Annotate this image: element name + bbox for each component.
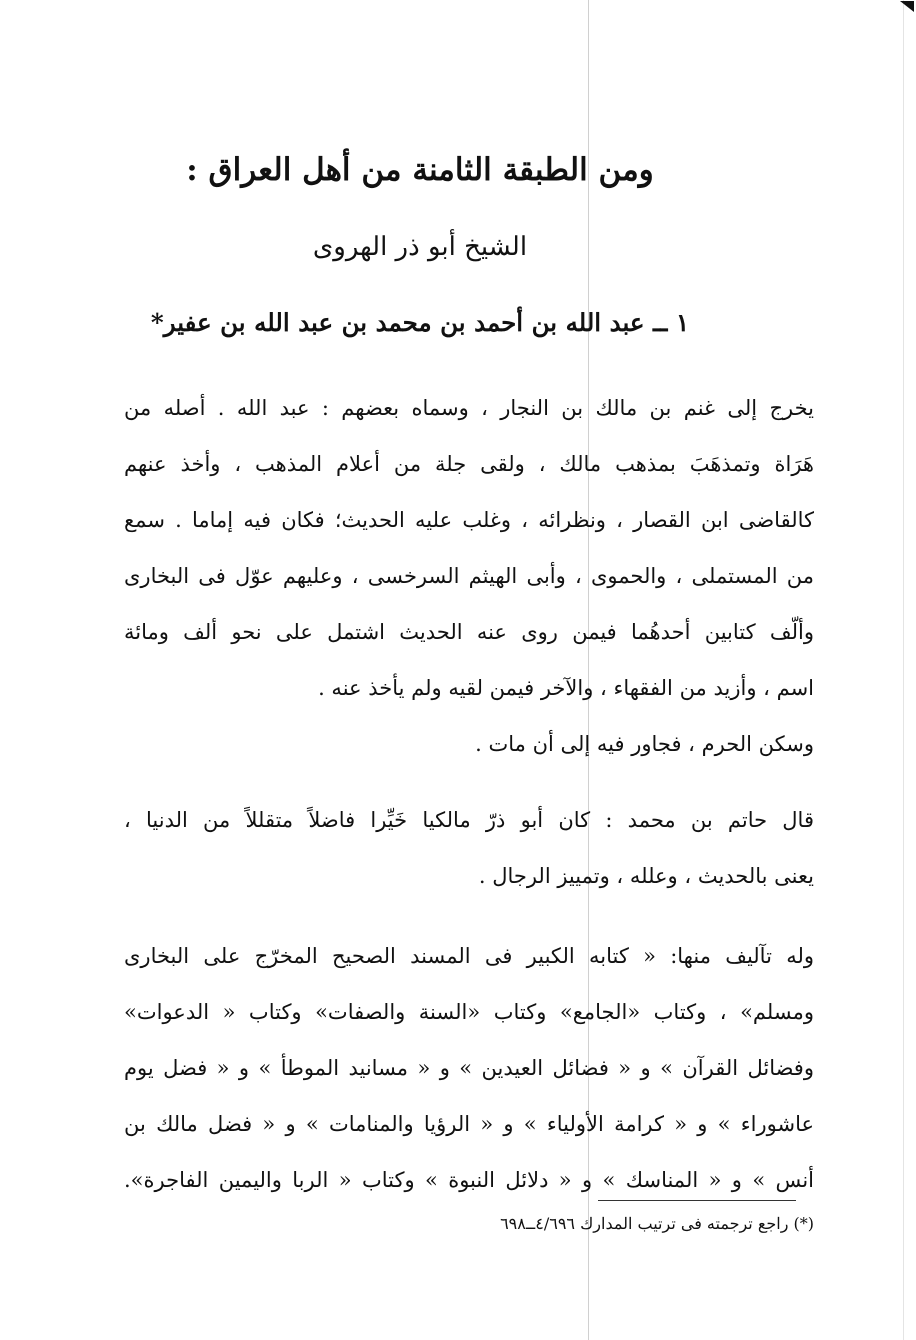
scholar-name: الشيخ أبو ذر الهروى	[312, 232, 528, 262]
footnote-divider	[598, 1200, 796, 1201]
text-line: هَرَاة وتمذهَبَ بمذهب مالك ، ولقى جلة من أعلام المذهب ، وأخذ عنهم	[124, 452, 814, 476]
page-edge-line	[903, 0, 904, 1340]
text-line: أنس » و « المناسك » و « دلائل النبوة » وكتاب « الربا واليمين الفاجرة».	[124, 1168, 814, 1192]
chapter-title: ومن الطبقة الثامنة من أهل العراق :	[186, 152, 654, 188]
footnote: (*) راجع ترجمته فى ترتيب المدارك ٤/٦٩٦ــ٦٩٨	[500, 1214, 814, 1233]
text-line: وله تآليف منها: « كتابه الكبير فى المسند الصحيح المخرّج على البخارى	[124, 944, 814, 968]
text-line: من المستملى ، والحموى ، وأبى الهيثم السرخسى ، وعليهم عوّل فى البخارى	[124, 564, 814, 588]
text-line: ومسلم» ، وكتاب «الجامع» وكتاب «السنة والصفات» وكتاب « الدعوات»	[124, 1000, 814, 1024]
text-line: يعنى بالحديث ، وعلله ، وتمييز الرجال .	[478, 864, 814, 888]
works-paragraph	[124, 928, 814, 1208]
text-line: يخرج إلى غنم بن مالك بن النجار ، وسماه بعضهم : عبد الله . أصله من	[124, 396, 814, 420]
corner-fold-mark	[898, 0, 916, 14]
text-line: قال حاتم بن محمد : كان أبو ذرّ مالكيا خَيِّرا فاضلاً متقللاً من الدنيا ،	[124, 808, 814, 832]
text-line: كالقاضى ابن القصار ، ونظرائه ، وغلب عليه الحديث؛ فكان فيه إماما . سمع	[124, 508, 814, 532]
biography-paragraph	[124, 380, 814, 716]
text-line: وسكن الحرم ، فجاور فيه إلى أن مات .	[475, 732, 814, 756]
residence-paragraph	[124, 716, 814, 772]
quote-paragraph	[124, 792, 814, 904]
text-line: عاشوراء » و « كرامة الأولياء » و « الرؤيا والمنامات » و « فضل مالك بن	[124, 1112, 814, 1136]
text-line: اسم ، وأزيد من الفقهاء ، والآخر فيمن لقيه ولم يأخذ عنه .	[318, 676, 814, 700]
text-line: وفضائل القرآن » و « فضائل العيدين » و « مسانيد الموطأ » و « فضل يوم	[124, 1056, 814, 1080]
text-line: وألّف كتابين أحدهُما فيمن روى عنه الحديث اشتمل على نحو ألف ومائة	[124, 620, 814, 644]
entry-heading: ١ ــ عبد الله بن أحمد بن محمد بن عبد الله بن عفير*	[150, 308, 690, 337]
